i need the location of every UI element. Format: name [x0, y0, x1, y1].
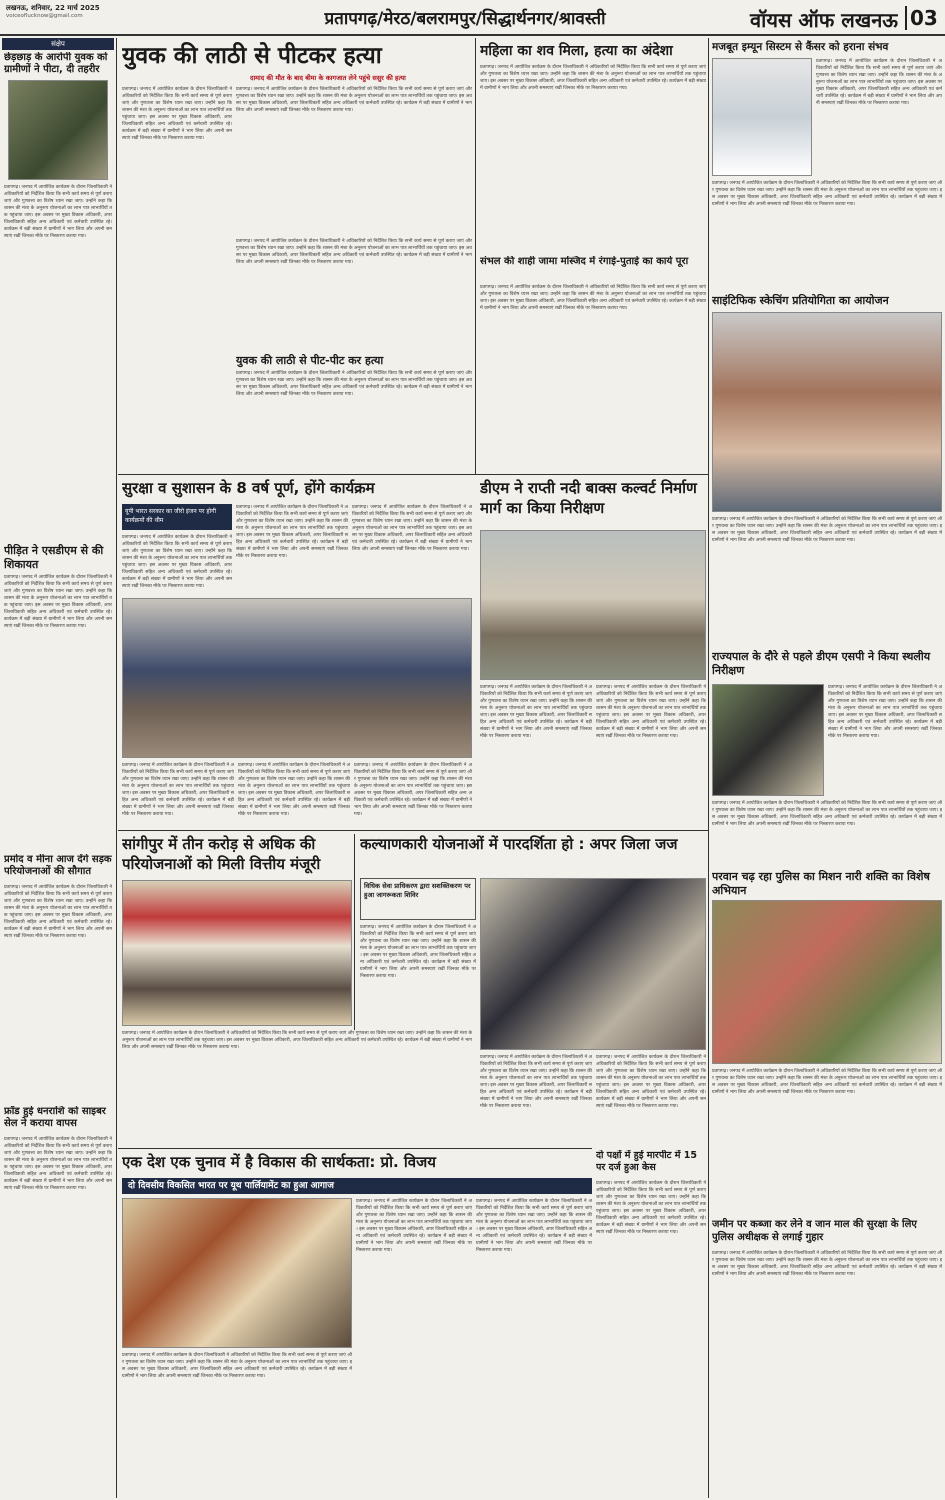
police-women-photo: [712, 900, 942, 1064]
story1-headline-2: युवक की लाठी से पीट-पीट कर हत्या: [236, 354, 384, 367]
story3-text-g: प्रतापगढ़। जनपद में आयोजित कार्यक्रम के दौरान जिलाधिकारी ने अधिकारियों को निर्देशित किया कि सभी कार्य समय से पूर्ण कराए जाएं और गुणवत्ता का विशेष ध्यान रखा जाए। उन्होंने कहा कि शासन की मंशा के अनुरूप योजनाओं का लाभ पात्र लाभार्थियों तक पहुंचाया जाए। इस अवसर पर मुख्य विकास अधिकारी, अपर जिलाधिकारी सहित अन्य अधिकारी एवं कर्मचारी उपस्थित रहे। कार्यक्रम में बड़ी संख्या में ग्रामीणों ने भाग लिया और अपनी समस्याएं रखीं जिनका मौके पर निस्तारण कराया गया।: [712, 1251, 942, 1277]
story2-headline: महिला का शव मिला, हत्या का अंदेशा: [480, 43, 673, 59]
legal-camp-photo: [480, 878, 706, 1050]
story3-text-a: प्रतापगढ़। जनपद में आयोजित कार्यक्रम के दौरान जिलाधिकारी ने अधिकारियों को निर्देशित किया कि सभी कार्य समय से पूर्ण कराए जाएं और गुणवत्ता का विशेष ध्यान रखा जाए। उन्होंने कहा कि शासन की मंशा के अनुरूप योजनाओं का लाभ पात्र लाभार्थियों तक पहुंचाया जाए। इस अवसर पर मुख्य विकास अधिकारी, अपर जिलाधिकारी सहित अन्य अधिकारी एवं कर्मचारी उपस्थित रहे। कार्यक्रम में बड़ी संख्या में ग्रामीणों ने भाग लिया और अपनी समस्याएं रखीं जिनका मौके पर निस्तारण कराया गया।: [816, 59, 942, 106]
left-text-4: प्रतापगढ़। जनपद में आयोजित कार्यक्रम के दौरान जिलाधिकारी ने अधिकारियों को निर्देशित किया कि सभी कार्य समय से पूर्ण कराए जाएं और गुणवत्ता का विशेष ध्यान रखा जाए। उन्होंने कहा कि शासन की मंशा के अनुरूप योजनाओं का लाभ पात्र लाभार्थियों तक पहुंचाया जाए। इस अवसर पर मुख्य विकास अधिकारी, अपर जिलाधिकारी सहित अन्य अधिकारी एवं कर्मचारी उपस्थित रहे। कार्यक्रम में बड़ी संख्या में ग्रामीणों ने भाग लिया और अपनी समस्याएं रखीं जिनका मौके पर निस्तारण कराया गया।: [4, 1137, 112, 1191]
story1-text-d: प्रतापगढ़। जनपद में आयोजित कार्यक्रम के दौरान जिलाधिकारी ने अधिकारियों को निर्देशित किया कि सभी कार्य समय से पूर्ण कराए जाएं और गुणवत्ता का विशेष ध्यान रखा जाए। उन्होंने कहा कि शासन की मंशा के अनुरूप योजनाओं का लाभ पात्र लाभार्थियों तक पहुंचाया जाए। इस अवसर पर मुख्य विकास अधिकारी, अपर जिलाधिकारी सहित अन्य अधिकारी एवं कर्मचारी उपस्थित रहे। कार्यक्रम में बड़ी संख्या में ग्रामीणों ने भाग लिया और अपनी समस्याएं रखीं जिनका मौके पर निस्तारण कराया गया।: [236, 371, 472, 397]
story4-text-a: प्रतापगढ़। जनपद में आयोजित कार्यक्रम के दौरान जिलाधिकारी ने अधिकारियों को निर्देशित किया कि सभी कार्य समय से पूर्ण कराए जाएं और गुणवत्ता का विशेष ध्यान रखा जाए। उन्होंने कहा कि शासन की मंशा के अनुरूप योजनाओं का लाभ पात्र लाभार्थियों तक पहुंचाया जाए। इस अवसर पर मुख्य विकास अधिकारी, अपर जिलाधिकारी सहित अन्य अधिकारी एवं कर्मचारी उपस्थित रहे। कार्यक्रम में बड़ी संख्या में ग्रामीणों ने भाग लिया और अपनी समस्याएं रखीं जिनका मौके पर निस्तारण कराया गया।: [122, 535, 232, 589]
story1-subhead: दामाद की मौत के बाद बीमा के कागजात लेने पहुंचे ससुर की हत्या: [250, 74, 406, 82]
doctor-photo: [712, 58, 812, 176]
story1-rule: [475, 38, 476, 474]
story4-text-f: प्रतापगढ़। जनपद में आयोजित कार्यक्रम के दौरान जिलाधिकारी ने अधिकारियों को निर्देशित किया कि सभी कार्य समय से पूर्ण कराए जाएं और गुणवत्ता का विशेष ध्यान रखा जाए। उन्होंने कहा कि शासन की मंशा के अनुरूप योजनाओं का लाभ पात्र लाभार्थियों तक पहुंचाया जाए। इस अवसर पर मुख्य विकास अधिकारी, अपर जिलाधिकारी सहित अन्य अधिकारी एवं कर्मचारी उपस्थित रहे। कार्यक्रम में बड़ी संख्या में ग्रामीणों ने भाग लिया और अपनी समस्याएं रखीं जिनका मौके पर निस्तारण कराया गया।: [354, 763, 472, 817]
story2-text-a: प्रतापगढ़। जनपद में आयोजित कार्यक्रम के दौरान जिलाधिकारी ने अधिकारियों को निर्देशित किया कि सभी कार्य समय से पूर्ण कराए जाएं और गुणवत्ता का विशेष ध्यान रखा जाए। उन्होंने कहा कि शासन की मंशा के अनुरूप योजनाओं का लाभ पात्र लाभार्थियों तक पहुंचाया जाए। इस अवसर पर मुख्य विकास अधिकारी, अपर जिलाधिकारी सहित अन्य अधिकारी एवं कर्मचारी उपस्थित रहे। कार्यक्रम में बड़ी संख्या में ग्रामीणों ने भाग लिया और अपनी समस्याएं रखीं जिनका मौके पर निस्तारण कराया गया।: [480, 65, 706, 91]
masthead-date-text: लखनऊ, शनिवार, 22 मार्च 2025: [6, 4, 100, 12]
story6-rule: [354, 834, 355, 1030]
mid-rule-1: [118, 474, 708, 475]
left-col-rule: [116, 38, 117, 1498]
story5-text-b: प्रतापगढ़। जनपद में आयोजित कार्यक्रम के दौरान जिलाधिकारी ने अधिकारियों को निर्देशित किया कि सभी कार्य समय से पूर्ण कराए जाएं और गुणवत्ता का विशेष ध्यान रखा जाए। उन्होंने कहा कि शासन की मंशा के अनुरूप योजनाओं का लाभ पात्र लाभार्थियों तक पहुंचाया जाए। इस अवसर पर मुख्य विकास अधिकारी, अपर जिलाधिकारी सहित अन्य अधिकारी एवं कर्मचारी उपस्थित रहे। कार्यक्रम में बड़ी संख्या में ग्रामीणों ने भाग लिया और अपनी समस्याएं रखीं जिनका मौके पर निस्तारण कराया गया।: [596, 685, 706, 739]
dm-sp-photo: [712, 684, 824, 796]
left-photo-1: [8, 80, 108, 180]
story4-text-b: प्रतापगढ़। जनपद में आयोजित कार्यक्रम के दौरान जिलाधिकारी ने अधिकारियों को निर्देशित किया कि सभी कार्य समय से पूर्ण कराए जाएं और गुणवत्ता का विशेष ध्यान रखा जाए। उन्होंने कहा कि शासन की मंशा के अनुरूप योजनाओं का लाभ पात्र लाभार्थियों तक पहुंचाया जाए। इस अवसर पर मुख्य विकास अधिकारी, अपर जिलाधिकारी सहित अन्य अधिकारी एवं कर्मचारी उपस्थित रहे। कार्यक्रम में बड़ी संख्या में ग्रामीणों ने भाग लिया और अपनी समस्याएं रखीं जिनका मौके पर निस्तारण कराया गया।: [236, 505, 348, 559]
story7-text-a: प्रतापगढ़। जनपद में आयोजित कार्यक्रम के दौरान जिलाधिकारी ने अधिकारियों को निर्देशित किया कि सभी कार्य समय से पूर्ण कराए जाएं और गुणवत्ता का विशेष ध्यान रखा जाए। उन्होंने कहा कि शासन की मंशा के अनुरूप योजनाओं का लाभ पात्र लाभार्थियों तक पहुंचाया जाए। इस अवसर पर मुख्य विकास अधिकारी, अपर जिलाधिकारी सहित अन्य अधिकारी एवं कर्मचारी उपस्थित रहे। कार्यक्रम में बड़ी संख्या में ग्रामीणों ने भाग लिया और अपनी समस्याएं रखीं जिनका मौके पर निस्तारण कराया गया।: [360, 925, 476, 979]
left-text-2: प्रतापगढ़। जनपद में आयोजित कार्यक्रम के दौरान जिलाधिकारी ने अधिकारियों को निर्देशित किया कि सभी कार्य समय से पूर्ण कराए जाएं और गुणवत्ता का विशेष ध्यान रखा जाए। उन्होंने कहा कि शासन की मंशा के अनुरूप योजनाओं का लाभ पात्र लाभार्थियों तक पहुंचाया जाए। इस अवसर पर मुख्य विकास अधिकारी, अपर जिलाधिकारी सहित अन्य अधिकारी एवं कर्मचारी उपस्थित रहे। कार्यक्रम में बड़ी संख्या में ग्रामीणों ने भाग लिया और अपनी समस्याएं रखीं जिनका मौके पर निस्तारण कराया गया।: [4, 575, 112, 629]
story3-text-c: प्रतापगढ़। जनपद में आयोजित कार्यक्रम के दौरान जिलाधिकारी ने अधिकारियों को निर्देशित किया कि सभी कार्य समय से पूर्ण कराए जाएं और गुणवत्ता का विशेष ध्यान रखा जाए। उन्होंने कहा कि शासन की मंशा के अनुरूप योजनाओं का लाभ पात्र लाभार्थियों तक पहुंचाया जाए। इस अवसर पर मुख्य विकास अधिकारी, अपर जिलाधिकारी सहित अन्य अधिकारी एवं कर्मचारी उपस्थित रहे। कार्यक्रम में बड़ी संख्या में ग्रामीणों ने भाग लिया और अपनी समस्याएं रखीं जिनका मौके पर निस्तारण कराया गया।: [712, 517, 942, 543]
story8-text-b: प्रतापगढ़। जनपद में आयोजित कार्यक्रम के दौरान जिलाधिकारी ने अधिकारियों को निर्देशित किया कि सभी कार्य समय से पूर्ण कराए जाएं और गुणवत्ता का विशेष ध्यान रखा जाए। उन्होंने कहा कि शासन की मंशा के अनुरूप योजनाओं का लाभ पात्र लाभार्थियों तक पहुंचाया जाए। इस अवसर पर मुख्य विकास अधिकारी, अपर जिलाधिकारी सहित अन्य अधिकारी एवं कर्मचारी उपस्थित रहे। कार्यक्रम में बड़ी संख्या में ग्रामीणों ने भाग लिया और अपनी समस्याएं रखीं जिनका मौके पर निस्तारण कराया गया।: [356, 1199, 472, 1253]
story3-text-b: प्रतापगढ़। जनपद में आयोजित कार्यक्रम के दौरान जिलाधिकारी ने अधिकारियों को निर्देशित किया कि सभी कार्य समय से पूर्ण कराए जाएं और गुणवत्ता का विशेष ध्यान रखा जाए। उन्होंने कहा कि शासन की मंशा के अनुरूप योजनाओं का लाभ पात्र लाभार्थियों तक पहुंचाया जाए। इस अवसर पर मुख्य विकास अधिकारी, अपर जिलाधिकारी सहित अन्य अधिकारी एवं कर्मचारी उपस्थित रहे। कार्यक्रम में बड़ी संख्या में ग्रामीणों ने भाग लिया और अपनी समस्याएं रखीं जिनका मौके पर निस्तारण कराया गया।: [712, 181, 942, 207]
left-text-1: प्रतापगढ़। जनपद में आयोजित कार्यक्रम के दौरान जिलाधिकारी ने अधिकारियों को निर्देशित किया कि सभी कार्य समय से पूर्ण कराए जाएं और गुणवत्ता का विशेष ध्यान रखा जाए। उन्होंने कहा कि शासन की मंशा के अनुरूप योजनाओं का लाभ पात्र लाभार्थियों तक पहुंचाया जाए। इस अवसर पर मुख्य विकास अधिकारी, अपर जिलाधिकारी सहित अन्य अधिकारी एवं कर्मचारी उपस्थित रहे। कार्यक्रम में बड़ी संख्या में ग्रामीणों ने भाग लिया और अपनी समस्याएं रखीं जिनका मौके पर निस्तारण कराया गया।: [4, 185, 112, 239]
left-headline-2: पीड़ित ने एसडीएम से की शिकायत: [4, 544, 104, 571]
youth-parliament-photo: [122, 1198, 352, 1348]
right-col-rule: [708, 38, 709, 1498]
story1-headline: युवक की लाठी से पीटकर हत्या: [122, 43, 382, 69]
story3-text-d: प्रतापगढ़। जनपद में आयोजित कार्यक्रम के दौरान जिलाधिकारी ने अधिकारियों को निर्देशित किया कि सभी कार्य समय से पूर्ण कराए जाएं और गुणवत्ता का विशेष ध्यान रखा जाए। उन्होंने कहा कि शासन की मंशा के अनुरूप योजनाओं का लाभ पात्र लाभार्थियों तक पहुंचाया जाए। इस अवसर पर मुख्य विकास अधिकारी, अपर जिलाधिकारी सहित अन्य अधिकारी एवं कर्मचारी उपस्थित रहे। कार्यक्रम में बड़ी संख्या में ग्रामीणों ने भाग लिया और अपनी समस्याएं रखीं जिनका मौके पर निस्तारण कराया गया।: [828, 685, 942, 739]
mid-rule-3: [118, 1148, 592, 1149]
story1-text-c: प्रतापगढ़। जनपद में आयोजित कार्यक्रम के दौरान जिलाधिकारी ने अधिकारियों को निर्देशित किया कि सभी कार्य समय से पूर्ण कराए जाएं और गुणवत्ता का विशेष ध्यान रखा जाए। उन्होंने कहा कि शासन की मंशा के अनुरूप योजनाओं का लाभ पात्र लाभार्थियों तक पहुंचाया जाए। इस अवसर पर मुख्य विकास अधिकारी, अपर जिलाधिकारी सहित अन्य अधिकारी एवं कर्मचारी उपस्थित रहे। कार्यक्रम में बड़ी संख्या में ग्रामीणों ने भाग लिया और अपनी समस्याएं रखीं जिनका मौके पर निस्तारण कराया गया।: [236, 239, 472, 265]
story1-text-b: प्रतापगढ़। जनपद में आयोजित कार्यक्रम के दौरान जिलाधिकारी ने अधिकारियों को निर्देशित किया कि सभी कार्य समय से पूर्ण कराए जाएं और गुणवत्ता का विशेष ध्यान रखा जाए। उन्होंने कहा कि शासन की मंशा के अनुरूप योजनाओं का लाभ पात्र लाभार्थियों तक पहुंचाया जाए। इस अवसर पर मुख्य विकास अधिकारी, अपर जिलाधिकारी सहित अन्य अधिकारी एवं कर्मचारी उपस्थित रहे। कार्यक्रम में बड़ी संख्या में ग्रामीणों ने भाग लिया और अपनी समस्याएं रखीं जिनका मौके पर निस्तारण कराया गया।: [236, 87, 472, 113]
story7-text-c: प्रतापगढ़। जनपद में आयोजित कार्यक्रम के दौरान जिलाधिकारी ने अधिकारियों को निर्देशित किया कि सभी कार्य समय से पूर्ण कराए जाएं और गुणवत्ता का विशेष ध्यान रखा जाए। उन्होंने कहा कि शासन की मंशा के अनुरूप योजनाओं का लाभ पात्र लाभार्थियों तक पहुंचाया जाए। इस अवसर पर मुख्य विकास अधिकारी, अपर जिलाधिकारी सहित अन्य अधिकारी एवं कर्मचारी उपस्थित रहे। कार्यक्रम में बड़ी संख्या में ग्रामीणों ने भाग लिया और अपनी समस्याएं रखीं जिनका मौके पर निस्तारण कराया गया।: [596, 1055, 706, 1109]
masthead-districts: प्रतापगढ़/मेरठ/बलरामपुर/सिद्धार्थनगर/श्रावस्ती: [324, 9, 606, 29]
masthead-rule: [0, 34, 945, 36]
sangipur-photo: [122, 880, 352, 1026]
story7-side-headline: दो पक्षों में हुई मारपीट में 15 पर दर्ज हुआ केस: [596, 1150, 697, 1173]
left-text-3: प्रतापगढ़। जनपद में आयोजित कार्यक्रम के दौरान जिलाधिकारी ने अधिकारियों को निर्देशित किया कि सभी कार्य समय से पूर्ण कराए जाएं और गुणवत्ता का विशेष ध्यान रखा जाए। उन्होंने कहा कि शासन की मंशा के अनुरूप योजनाओं का लाभ पात्र लाभार्थियों तक पहुंचाया जाए। इस अवसर पर मुख्य विकास अधिकारी, अपर जिलाधिकारी सहित अन्य अधिकारी एवं कर्मचारी उपस्थित रहे। कार्यक्रम में बड़ी संख्या में ग्रामीणों ने भाग लिया और अपनी समस्याएं रखीं जिनका मौके पर निस्तारण कराया गया।: [4, 885, 112, 939]
story3-headline-4: परवान चढ़ रहा पुलिस का मिशन नारी शक्ति का विशेष अभियान: [712, 870, 930, 897]
inspection-photo: [480, 530, 706, 680]
story5-headline: डीएम ने राप्ती नदी बाक्स कल्वर्ट निर्माण मार्ग का किया निरीक्षण: [480, 479, 697, 517]
story7-text-b: प्रतापगढ़। जनपद में आयोजित कार्यक्रम के दौरान जिलाधिकारी ने अधिकारियों को निर्देशित किया कि सभी कार्य समय से पूर्ण कराए जाएं और गुणवत्ता का विशेष ध्यान रखा जाए। उन्होंने कहा कि शासन की मंशा के अनुरूप योजनाओं का लाभ पात्र लाभार्थियों तक पहुंचाया जाए। इस अवसर पर मुख्य विकास अधिकारी, अपर जिलाधिकारी सहित अन्य अधिकारी एवं कर्मचारी उपस्थित रहे। कार्यक्रम में बड़ी संख्या में ग्रामीणों ने भाग लिया और अपनी समस्याएं रखीं जिनका मौके पर निस्तारण कराया गया।: [480, 1055, 592, 1109]
story3-text-f: प्रतापगढ़। जनपद में आयोजित कार्यक्रम के दौरान जिलाधिकारी ने अधिकारियों को निर्देशित किया कि सभी कार्य समय से पूर्ण कराए जाएं और गुणवत्ता का विशेष ध्यान रखा जाए। उन्होंने कहा कि शासन की मंशा के अनुरूप योजनाओं का लाभ पात्र लाभार्थियों तक पहुंचाया जाए। इस अवसर पर मुख्य विकास अधिकारी, अपर जिलाधिकारी सहित अन्य अधिकारी एवं कर्मचारी उपस्थित रहे। कार्यक्रम में बड़ी संख्या में ग्रामीणों ने भाग लिया और अपनी समस्याएं रखीं जिनका मौके पर निस्तारण कराया गया।: [712, 1069, 942, 1095]
masthead-email: voiceoflucknow@gmail.com: [6, 13, 83, 19]
story6-headline: सांगीपुर में तीन करोड़ से अधिक की परियोजनाओं को मिली वित्तीय मंजूरी: [122, 835, 321, 873]
story8-text-a: प्रतापगढ़। जनपद में आयोजित कार्यक्रम के दौरान जिलाधिकारी ने अधिकारियों को निर्देशित किया कि सभी कार्य समय से पूर्ण कराए जाएं और गुणवत्ता का विशेष ध्यान रखा जाए। उन्होंने कहा कि शासन की मंशा के अनुरूप योजनाओं का लाभ पात्र लाभार्थियों तक पहुंचाया जाए। इस अवसर पर मुख्य विकास अधिकारी, अपर जिलाधिकारी सहित अन्य अधिकारी एवं कर्मचारी उपस्थित रहे। कार्यक्रम में बड़ी संख्या में ग्रामीणों ने भाग लिया और अपनी समस्याएं रखीं जिनका मौके पर निस्तारण कराया गया।: [122, 1353, 352, 1379]
left-headline-3: प्रमोद व मीना आज देंगे सड़क परियोजनाओं की सौगात: [4, 854, 112, 877]
story7-subhead: विधिक सेवा प्राधिकरण द्वारा सशक्तिकरण पर हुआ जागरूकता शिविर: [360, 878, 476, 920]
story5-text-a: प्रतापगढ़। जनपद में आयोजित कार्यक्रम के दौरान जिलाधिकारी ने अधिकारियों को निर्देशित किया कि सभी कार्य समय से पूर्ण कराए जाएं और गुणवत्ता का विशेष ध्यान रखा जाए। उन्होंने कहा कि शासन की मंशा के अनुरूप योजनाओं का लाभ पात्र लाभार्थियों तक पहुंचाया जाए। इस अवसर पर मुख्य विकास अधिकारी, अपर जिलाधिकारी सहित अन्य अधिकारी एवं कर्मचारी उपस्थित रहे। कार्यक्रम में बड़ी संख्या में ग्रामीणों ने भाग लिया और अपनी समस्याएं रखीं जिनका मौके पर निस्तारण कराया गया।: [480, 685, 592, 739]
page-number: 03: [905, 6, 941, 30]
story3-headline-5: जमीन पर कब्जा कर लेने व जान माल की सुरक्षा के लिए पुलिस अधीक्षक से लगाई गुहार: [712, 1219, 917, 1243]
story4-text-c: प्रतापगढ़। जनपद में आयोजित कार्यक्रम के दौरान जिलाधिकारी ने अधिकारियों को निर्देशित किया कि सभी कार्य समय से पूर्ण कराए जाएं और गुणवत्ता का विशेष ध्यान रखा जाए। उन्होंने कहा कि शासन की मंशा के अनुरूप योजनाओं का लाभ पात्र लाभार्थियों तक पहुंचाया जाए। इस अवसर पर मुख्य विकास अधिकारी, अपर जिलाधिकारी सहित अन्य अधिकारी एवं कर्मचारी उपस्थित रहे। कार्यक्रम में बड़ी संख्या में ग्रामीणों ने भाग लिया और अपनी समस्याएं रखीं जिनका मौके पर निस्तारण कराया गया।: [352, 505, 472, 552]
story4-text-e: प्रतापगढ़। जनपद में आयोजित कार्यक्रम के दौरान जिलाधिकारी ने अधिकारियों को निर्देशित किया कि सभी कार्य समय से पूर्ण कराए जाएं और गुणवत्ता का विशेष ध्यान रखा जाए। उन्होंने कहा कि शासन की मंशा के अनुरूप योजनाओं का लाभ पात्र लाभार्थियों तक पहुंचाया जाए। इस अवसर पर मुख्य विकास अधिकारी, अपर जिलाधिकारी सहित अन्य अधिकारी एवं कर्मचारी उपस्थित रहे। कार्यक्रम में बड़ी संख्या में ग्रामीणों ने भाग लिया और अपनी समस्याएं रखीं जिनका मौके पर निस्तारण कराया गया।: [238, 763, 350, 817]
masthead-title: वॉयस ऑफ लखनऊ: [750, 8, 898, 32]
story2-headline-2: संभल की शाही जामा मस्जिद में रंगाई-पुताई का कार्य पूरा: [480, 256, 689, 267]
story3-text-e: प्रतापगढ़। जनपद में आयोजित कार्यक्रम के दौरान जिलाधिकारी ने अधिकारियों को निर्देशित किया कि सभी कार्य समय से पूर्ण कराए जाएं और गुणवत्ता का विशेष ध्यान रखा जाए। उन्होंने कहा कि शासन की मंशा के अनुरूप योजनाओं का लाभ पात्र लाभार्थियों तक पहुंचाया जाए। इस अवसर पर मुख्य विकास अधिकारी, अपर जिलाधिकारी सहित अन्य अधिकारी एवं कर्मचारी उपस्थित रहे। कार्यक्रम में बड़ी संख्या में ग्रामीणों ने भाग लिया और अपनी समस्याएं रखीं जिनका मौके पर निस्तारण कराया गया।: [712, 801, 942, 827]
story4-text-d: प्रतापगढ़। जनपद में आयोजित कार्यक्रम के दौरान जिलाधिकारी ने अधिकारियों को निर्देशित किया कि सभी कार्य समय से पूर्ण कराए जाएं और गुणवत्ता का विशेष ध्यान रखा जाए। उन्होंने कहा कि शासन की मंशा के अनुरूप योजनाओं का लाभ पात्र लाभार्थियों तक पहुंचाया जाए। इस अवसर पर मुख्य विकास अधिकारी, अपर जिलाधिकारी सहित अन्य अधिकारी एवं कर्मचारी उपस्थित रहे। कार्यक्रम में बड़ी संख्या में ग्रामीणों ने भाग लिया और अपनी समस्याएं रखीं जिनका मौके पर निस्तारण कराया गया।: [122, 763, 234, 817]
brief-tag: संक्षेप: [2, 38, 114, 50]
story3-headline: मजबूत इम्यून सिस्टम से कैंसर को हराना संभव: [712, 41, 889, 53]
story4-subhead: यूपी भारत सरकार का जीरो इंजन पर होगी कार्यक्रमों की थीम: [122, 504, 232, 530]
story8-headline: एक देश एक चुनाव में है विकास की सार्थकता: प्रो. विजय: [122, 1153, 436, 1171]
story7-side-text: प्रतापगढ़। जनपद में आयोजित कार्यक्रम के दौरान जिलाधिकारी ने अधिकारियों को निर्देशित किया कि सभी कार्य समय से पूर्ण कराए जाएं और गुणवत्ता का विशेष ध्यान रखा जाए। उन्होंने कहा कि शासन की मंशा के अनुरूप योजनाओं का लाभ पात्र लाभार्थियों तक पहुंचाया जाए। इस अवसर पर मुख्य विकास अधिकारी, अपर जिलाधिकारी सहित अन्य अधिकारी एवं कर्मचारी उपस्थित रहे। कार्यक्रम में बड़ी संख्या में ग्रामीणों ने भाग लिया और अपनी समस्याएं रखीं जिनका मौके पर निस्तारण कराया गया।: [596, 1181, 706, 1235]
story6-text: प्रतापगढ़। जनपद में आयोजित कार्यक्रम के दौरान जिलाधिकारी ने अधिकारियों को निर्देशित किया कि सभी कार्य समय से पूर्ण कराए जाएं और गुणवत्ता का विशेष ध्यान रखा जाए। उन्होंने कहा कि शासन की मंशा के अनुरूप योजनाओं का लाभ पात्र लाभार्थियों तक पहुंचाया जाए। इस अवसर पर मुख्य विकास अधिकारी, अपर जिलाधिकारी सहित अन्य अधिकारी एवं कर्मचारी उपस्थित रहे। कार्यक्रम में बड़ी संख्या में ग्रामीणों ने भाग लिया और अपनी समस्याएं रखीं जिनका मौके पर निस्तारण कराया गया।: [122, 1031, 472, 1050]
story4-headline: सुरक्षा व सुशासन के 8 वर्ष पूर्ण, होंगे कार्यक्रम: [122, 479, 375, 497]
story7-headline: कल्याणकारी योजनाओं में पारदर्शिता हो : अपर जिला जज: [360, 835, 678, 853]
story8-text-c: प्रतापगढ़। जनपद में आयोजित कार्यक्रम के दौरान जिलाधिकारी ने अधिकारियों को निर्देशित किया कि सभी कार्य समय से पूर्ण कराए जाएं और गुणवत्ता का विशेष ध्यान रखा जाए। उन्होंने कहा कि शासन की मंशा के अनुरूप योजनाओं का लाभ पात्र लाभार्थियों तक पहुंचाया जाए। इस अवसर पर मुख्य विकास अधिकारी, अपर जिलाधिकारी सहित अन्य अधिकारी एवं कर्मचारी उपस्थित रहे। कार्यक्रम में बड़ी संख्या में ग्रामीणों ने भाग लिया और अपनी समस्याएं रखीं जिनका मौके पर निस्तारण कराया गया।: [476, 1199, 592, 1253]
competition-photo: [712, 312, 942, 512]
story3-headline-2: साइंटिफिक स्केचिंग प्रतियोगिता का आयोजन: [712, 294, 889, 307]
story1-text-a: प्रतापगढ़। जनपद में आयोजित कार्यक्रम के दौरान जिलाधिकारी ने अधिकारियों को निर्देशित किया कि सभी कार्य समय से पूर्ण कराए जाएं और गुणवत्ता का विशेष ध्यान रखा जाए। उन्होंने कहा कि शासन की मंशा के अनुरूप योजनाओं का लाभ पात्र लाभार्थियों तक पहुंचाया जाए। इस अवसर पर मुख्य विकास अधिकारी, अपर जिलाधिकारी सहित अन्य अधिकारी एवं कर्मचारी उपस्थित रहे। कार्यक्रम में बड़ी संख्या में ग्रामीणों ने भाग लिया और अपनी समस्याएं रखीं जिनका मौके पर निस्तारण कराया गया।: [122, 87, 232, 141]
masthead-date: [6, 4, 186, 19]
story2-text-b: प्रतापगढ़। जनपद में आयोजित कार्यक्रम के दौरान जिलाधिकारी ने अधिकारियों को निर्देशित किया कि सभी कार्य समय से पूर्ण कराए जाएं और गुणवत्ता का विशेष ध्यान रखा जाए। उन्होंने कहा कि शासन की मंशा के अनुरूप योजनाओं का लाभ पात्र लाभार्थियों तक पहुंचाया जाए। इस अवसर पर मुख्य विकास अधिकारी, अपर जिलाधिकारी सहित अन्य अधिकारी एवं कर्मचारी उपस्थित रहे। कार्यक्रम में बड़ी संख्या में ग्रामीणों ने भाग लिया और अपनी समस्याएं रखीं जिनका मौके पर निस्तारण कराया गया।: [480, 285, 706, 311]
left-headline-1: छेड़छाड़ के आरोपी युवक को ग्रामीणों ने पीटा, दी तहरीर: [4, 52, 108, 75]
mid-rule-2: [118, 830, 708, 831]
meeting-photo: [122, 598, 472, 758]
story8-subhead: दो दिवसीय विकसित भारत पर यूथ पार्लियामेंट का हुआ आगाज: [122, 1178, 592, 1194]
left-headline-4: फ्रॉड हुई धनराशि को साइबर सेल ने कराया वापस: [4, 1106, 106, 1129]
story3-headline-3: राज्यपाल के दौरे से पहले डीएम एसपी ने किया स्थलीय निरीक्षण: [712, 650, 931, 677]
